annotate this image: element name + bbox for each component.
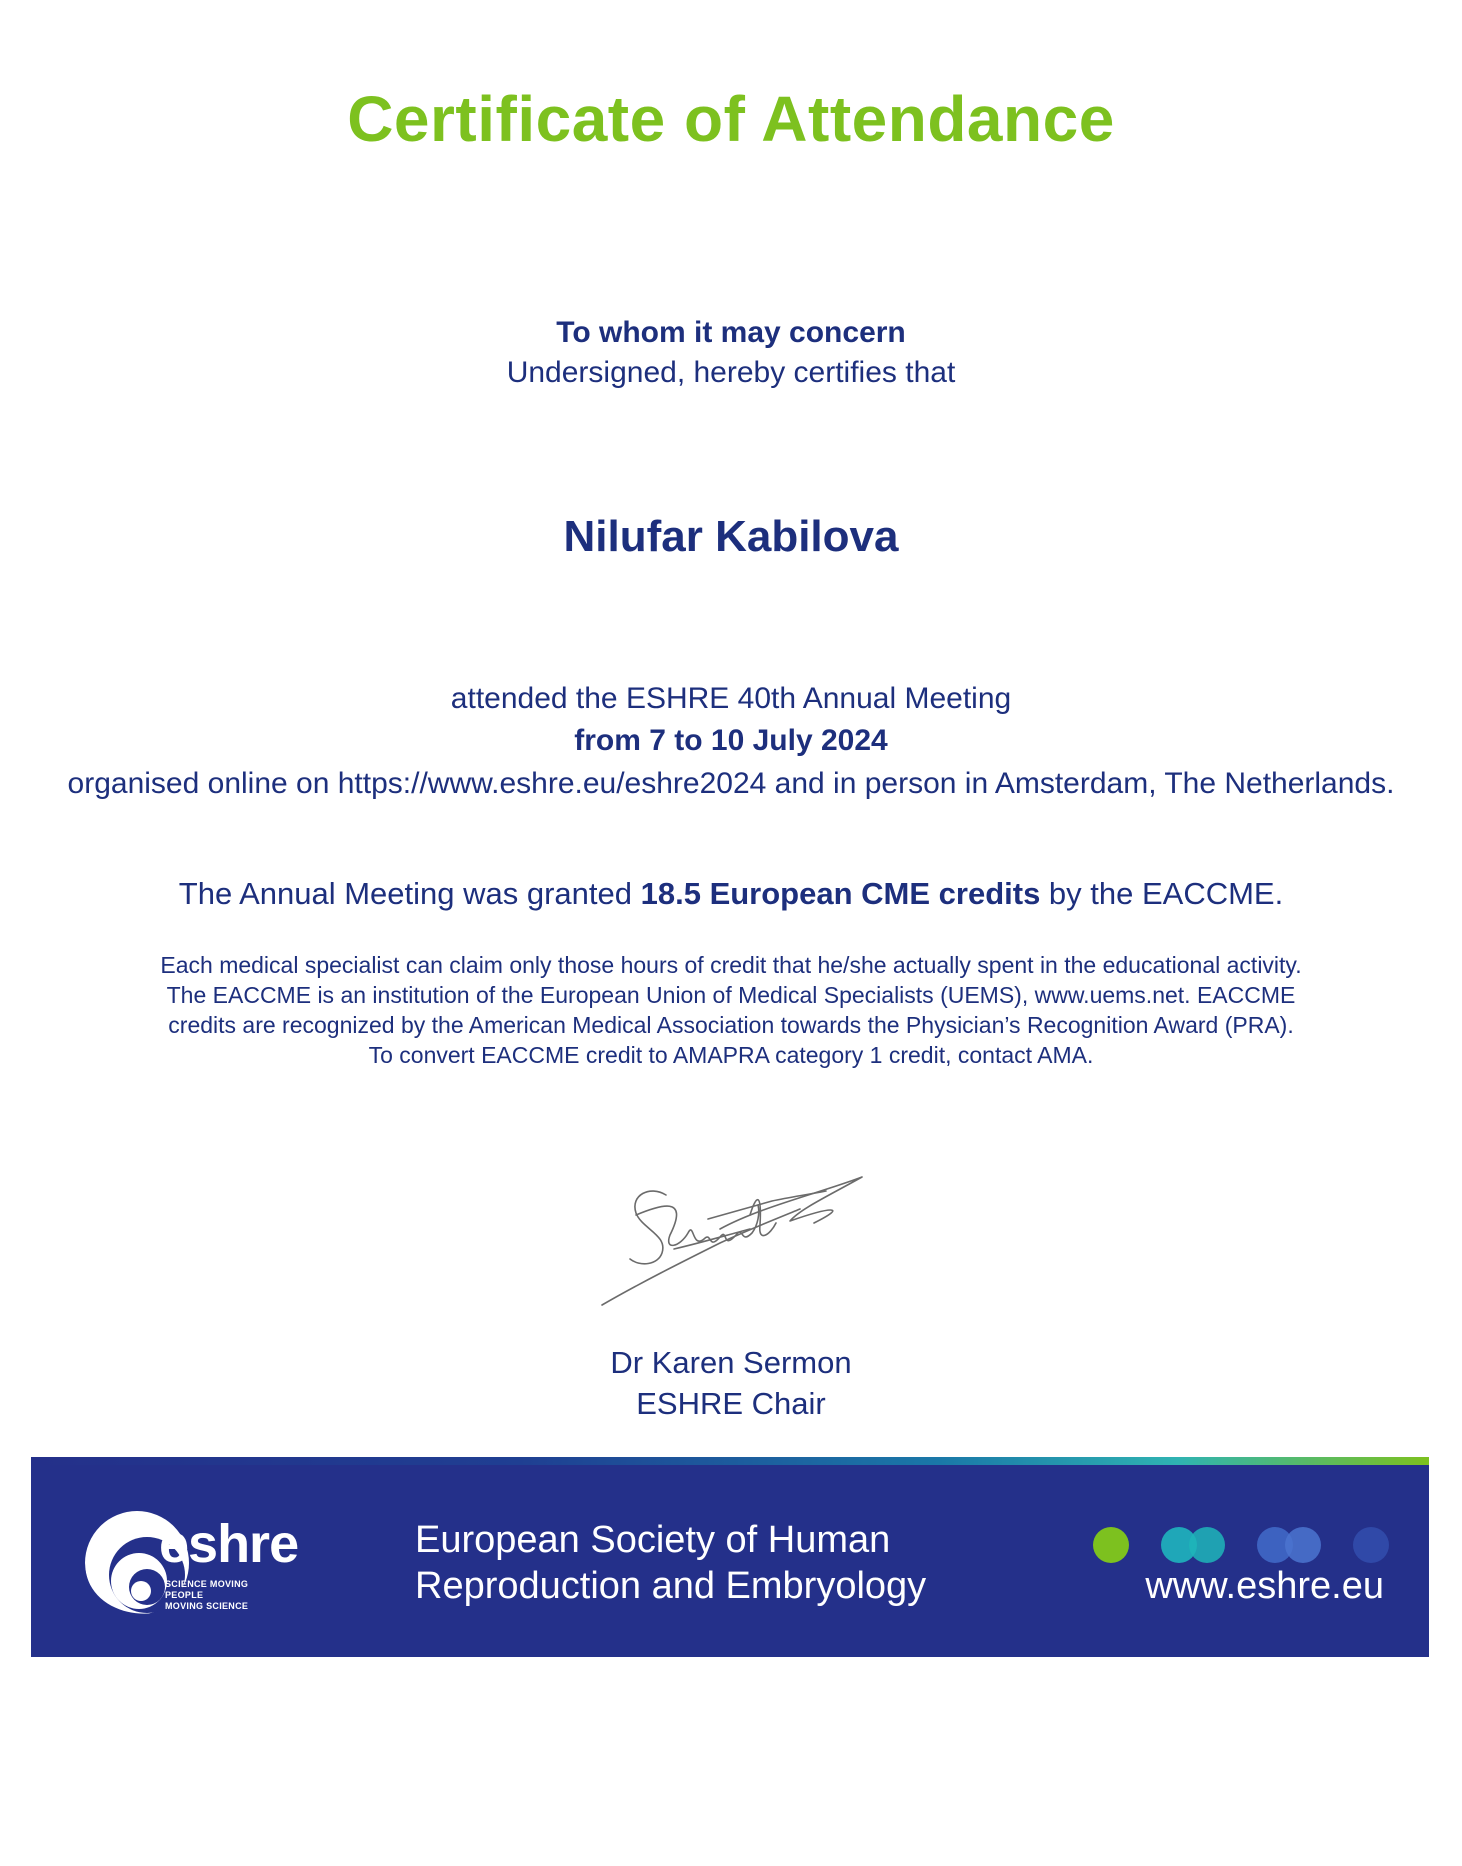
society-name [415, 1517, 926, 1609]
signatory-role: ESHRE Chair [636, 1386, 826, 1421]
recipient-name: Nilufar Kabilova [563, 512, 899, 561]
fineprint-line: The EACCME is an institution of the European Union of Medical Specialists (UEMS), www.uems.net. EACCME [166, 982, 1296, 1008]
fineprint-line: credits are recognized by the American Medical Association towards the Physician’s Recognition Award (PRA). [168, 1012, 1294, 1038]
greeting: To whom it may concern [556, 316, 906, 349]
logo-tagline-line: MOVING SCIENCE [165, 1601, 249, 1611]
society-line-1: European Society of Human [415, 1519, 891, 1561]
certificate-title: Certificate of Attendance [347, 83, 1115, 155]
footer-banner [31, 1457, 1429, 1657]
credits-suffix: by the EACCME. [1040, 876, 1284, 911]
logo-tagline-line: PEOPLE [165, 1590, 204, 1600]
meeting-dates: from 7 to 10 July 2024 [574, 724, 888, 757]
organised-line: organised online on https://www.eshre.eu/eshre2024 and in person in Amsterdam, The Netherlands. [67, 767, 1395, 800]
credits-amount: 18.5 European CME credits [640, 876, 1041, 911]
certifies-line: Undersigned, hereby certifies that [506, 356, 956, 389]
credits-statement [0, 876, 1462, 912]
credits-prefix: The Annual Meeting was granted [178, 876, 641, 911]
decorative-dots-icon [1091, 1523, 1391, 1567]
fineprint-line: To convert EACCME credit to AMAPRA category 1 credit, contact AMA. [368, 1042, 1094, 1068]
logo-wordmark: eshre [159, 1514, 299, 1574]
signatory-name: Dr Karen Sermon [610, 1345, 852, 1380]
logo-tagline [165, 1579, 248, 1612]
fineprint-line: Each medical specialist can claim only those hours of credit that he/she actually spent in the educational activity. [160, 952, 1302, 978]
gradient-strip [31, 1457, 1429, 1465]
website-link[interactable]: www.eshre.eu [1145, 1565, 1384, 1607]
attended-line: attended the ESHRE 40th Annual Meeting [450, 682, 1012, 715]
logo-tagline-line: SCIENCE MOVING [165, 1579, 249, 1589]
society-line-2: Reproduction and Embryology [415, 1565, 927, 1607]
signature [600, 1155, 900, 1315]
fineprint [30, 950, 1432, 1070]
